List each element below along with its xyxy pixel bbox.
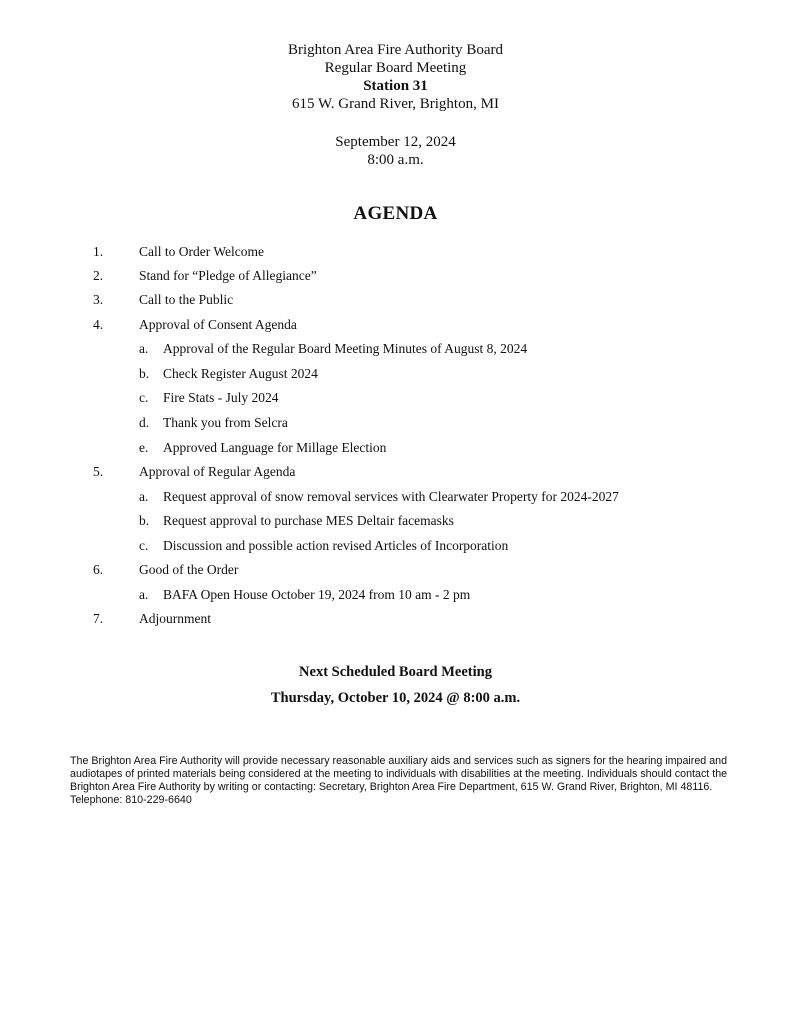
subitem-text: Request approval to purchase MES Deltair facemasks (163, 513, 454, 528)
subitem-letter: b. (139, 366, 150, 381)
next-meeting-date: Thursday, October 10, 2024 @ 8:00 a.m. (270, 690, 521, 706)
subitem-text: Discussion and possible action revised Articles of Incorporation (163, 538, 509, 553)
accessibility-notice: The Brighton Area Fire Authority will provide necessary reasonable auxiliary aids and services such as signers for the hearing impaired and audiotapes of printed materials being considered at the meeting to individuals with disabilities at the meeting. Individuals should contact the Brighton Area Fire Authority by writing or contacting: Secretary, Brighton Area Fire Department, 615 W. Grand River, Brighton, MI 48116. Telephone: 810-229-6640 (70, 755, 728, 806)
subitem-letter: b. (139, 513, 150, 528)
item-text: Adjournment (139, 611, 211, 626)
subitem-letter: a. (139, 489, 149, 504)
meeting-type: Regular Board Meeting (324, 60, 467, 76)
item-text: Call to the Public (139, 292, 234, 307)
meeting-date: September 12, 2024 (335, 134, 456, 150)
board-name: Brighton Area Fire Authority Board (288, 42, 503, 58)
item-text: Approval of Consent Agenda (139, 317, 297, 332)
subitem-letter: a. (139, 341, 149, 356)
item-number: 3. (93, 292, 104, 307)
subitem-text: Fire Stats - July 2024 (163, 390, 279, 405)
subitem-text: Request approval of snow removal services with Clearwater Property for 2024-2027 (163, 489, 619, 504)
address: 615 W. Grand River, Brighton, MI (292, 96, 499, 112)
item-number: 4. (93, 317, 104, 332)
subitem-text: Check Register August 2024 (163, 366, 318, 381)
meeting-time: 8:00 a.m. (367, 152, 424, 168)
station-name: Station 31 (363, 78, 428, 94)
item-number: 6. (93, 562, 104, 577)
item-number: 5. (93, 464, 104, 479)
agenda-title: AGENDA (353, 203, 438, 224)
item-number: 2. (93, 268, 104, 283)
next-meeting-heading: Next Scheduled Board Meeting (299, 664, 492, 680)
subitem-text: Approved Language for Millage Election (163, 440, 387, 455)
item-number: 7. (93, 611, 104, 626)
item-number: 1. (93, 244, 104, 259)
item-text: Stand for “Pledge of Allegiance” (139, 268, 317, 283)
subitem-letter: d. (139, 415, 150, 430)
subitem-text: Thank you from Selcra (163, 415, 288, 430)
subitem-text: BAFA Open House October 19, 2024 from 10 am - 2 pm (163, 587, 471, 602)
subitem-letter: a. (139, 587, 149, 602)
subitem-text: Approval of the Regular Board Meeting Minutes of August 8, 2024 (163, 341, 528, 356)
subitem-letter: c. (139, 538, 149, 553)
item-text: Approval of Regular Agenda (139, 464, 296, 479)
subitem-letter: e. (139, 440, 149, 455)
item-text: Call to Order Welcome (139, 244, 265, 259)
subitem-letter: c. (139, 390, 149, 405)
item-text: Good of the Order (139, 562, 239, 577)
